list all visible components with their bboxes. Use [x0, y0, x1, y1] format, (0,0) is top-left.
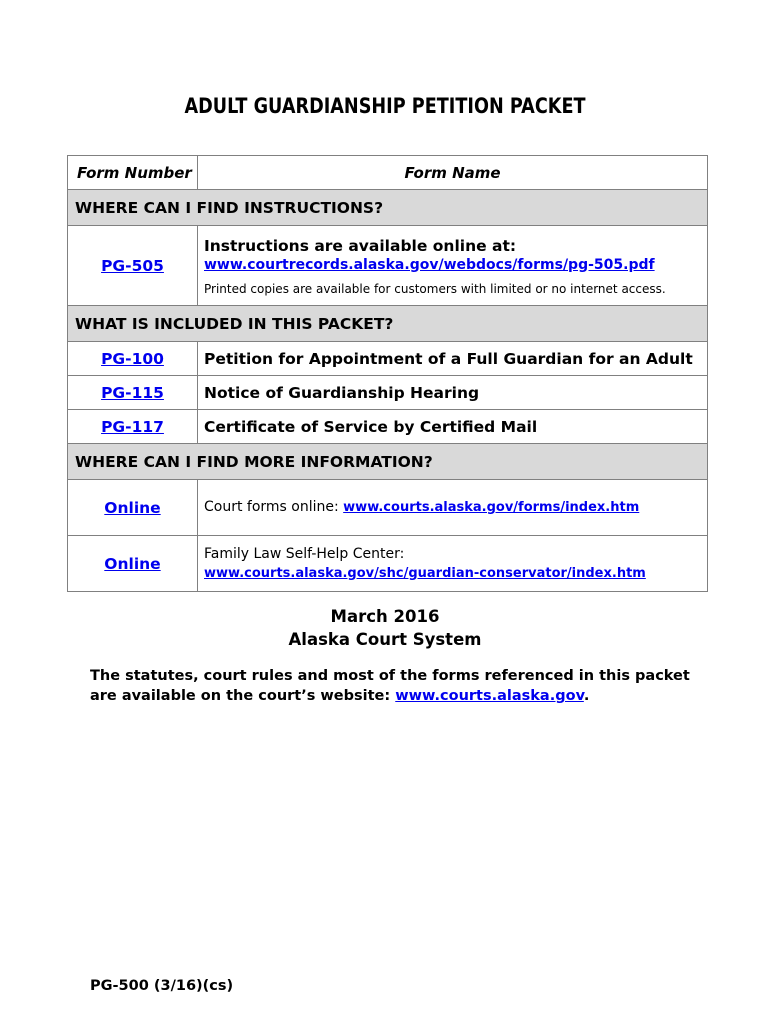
- organization-name: Alaska Court System: [288, 630, 482, 649]
- info-text: Family Law Self-Help Center:: [204, 545, 405, 562]
- form-link-pg-505[interactable]: PG-505: [101, 256, 164, 275]
- statutes-end: .: [583, 688, 590, 704]
- info-section-header: [68, 444, 708, 480]
- page-title: ADULT GUARDIANSHIP PETITION PACKET: [184, 94, 586, 118]
- instructions-cell: [198, 226, 708, 306]
- table-header-row: [68, 156, 708, 190]
- statutes-text: The statutes, court rules and most of the forms referenced in this packet are available on the court’s website:: [90, 668, 690, 704]
- date-block: [0, 605, 770, 651]
- form-number-header: Form Number: [68, 156, 198, 190]
- form-link-pg-117[interactable]: PG-117: [101, 417, 164, 436]
- instructions-text: Instructions are available online at:: [204, 236, 517, 255]
- court-forms-url-link[interactable]: www.courts.alaska.gov/forms/index.htm: [343, 500, 640, 515]
- printed-copies-note: Printed copies are available for customers with limited or no internet access.: [204, 281, 666, 296]
- form-name-cell: Notice of Guardianship Hearing: [198, 376, 708, 410]
- form-number-cell: [68, 342, 198, 376]
- table-row: [68, 342, 708, 376]
- form-link-pg-115[interactable]: PG-115: [101, 383, 164, 402]
- court-website-link[interactable]: www.courts.alaska.gov: [395, 688, 584, 704]
- info-cell: [198, 480, 708, 536]
- form-number-cell: [68, 226, 198, 306]
- instructions-section-header: [68, 190, 708, 226]
- form-name-cell: Petition for Appointment of a Full Guardian for an Adult: [198, 342, 708, 376]
- form-name-cell: Certificate of Service by Certified Mail: [198, 410, 708, 444]
- online-link-cell: [68, 536, 198, 592]
- table-row: [68, 376, 708, 410]
- form-name-header: Form Name: [198, 156, 708, 190]
- section-heading: WHERE CAN I FIND INSTRUCTIONS?: [68, 190, 708, 226]
- info-cell: [198, 536, 708, 592]
- table-row: [68, 536, 708, 592]
- form-link-pg-100[interactable]: PG-100: [101, 349, 164, 368]
- info-text: Court forms online:: [204, 499, 344, 515]
- online-link[interactable]: Online: [104, 498, 161, 517]
- online-link-cell: [68, 480, 198, 536]
- table-row: [68, 410, 708, 444]
- statutes-paragraph: [90, 666, 710, 706]
- table-row: [68, 226, 708, 306]
- form-code-footer: PG-500 (3/16)(cs): [90, 978, 234, 994]
- included-section-header: [68, 306, 708, 342]
- publication-date: March 2016: [330, 607, 440, 626]
- section-heading: WHERE CAN I FIND MORE INFORMATION?: [68, 444, 708, 480]
- form-number-cell: [68, 376, 198, 410]
- self-help-center-url-link[interactable]: www.courts.alaska.gov/shc/guardian-conservator/index.htm: [204, 565, 646, 581]
- online-link[interactable]: Online: [104, 554, 161, 573]
- forms-table: [67, 155, 708, 592]
- instructions-url-link[interactable]: www.courtrecords.alaska.gov/webdocs/forms/pg-505.pdf: [204, 256, 655, 273]
- section-heading: WHAT IS INCLUDED IN THIS PACKET?: [68, 306, 708, 342]
- table-row: [68, 480, 708, 536]
- form-number-cell: [68, 410, 198, 444]
